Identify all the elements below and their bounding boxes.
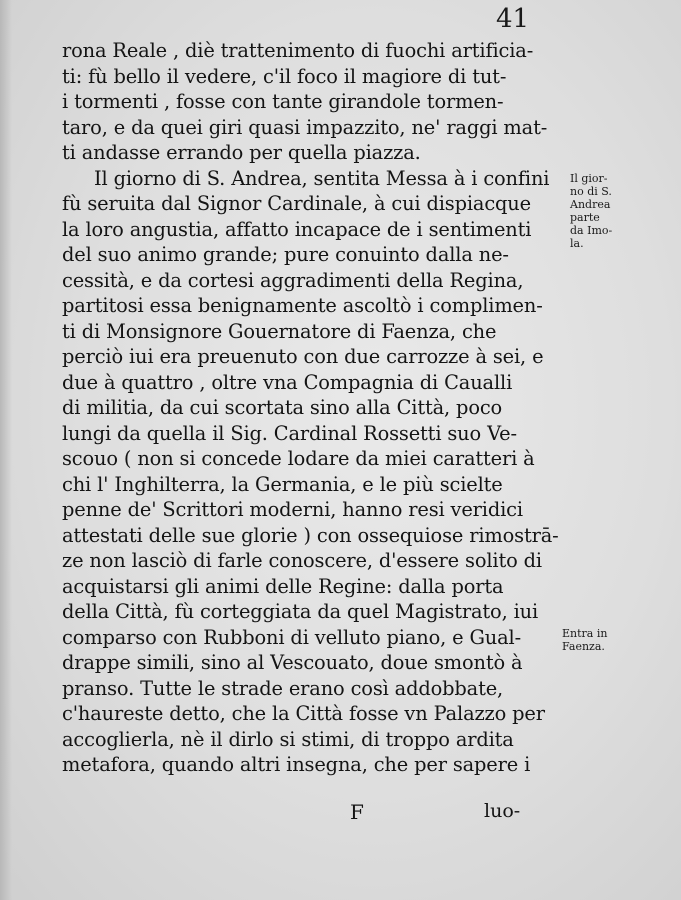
text-line: perciò iui era preuenuto con due carrozze à sei, e [62, 345, 544, 368]
text-line: comparso con Rubboni di velluto piano, e Gual- [62, 625, 522, 649]
margin-note-line: Il gior- [570, 172, 608, 185]
margin-note-line: Faenza. [562, 640, 605, 653]
catchword: luo- [484, 800, 521, 822]
text-line: lungi da quella il Sig. Cardinal Rossetti suo Ve- [62, 421, 517, 445]
text-line: partitosi essa benignamente ascoltò i complimen- [62, 294, 543, 317]
body-text [62, 38, 562, 778]
text-line: ti: fù bello il vedere, c'il foco il magiore di tut- [62, 64, 507, 88]
margin-note-line: no di S. [570, 185, 612, 198]
text-line: drappe simili, sino al Vescouato, doue smontò à [62, 651, 523, 674]
signature-mark: F [350, 800, 364, 824]
text-line: pranso. Tutte le strade erano così addobbate, [62, 676, 504, 700]
page-footer [0, 800, 681, 830]
text-line: c'haureste detto, che la Città fosse vn Palazzo per [62, 702, 545, 725]
text-line: di militia, da cui scortata sino alla Città, poco [62, 396, 503, 419]
text-line: fù seruita dal Signor Cardinale, à cui dispiacque [62, 192, 531, 215]
margin-note-giorno-andrea [570, 172, 650, 250]
text-line: della Città, fù corteggiata da quel Magistrato, iui [62, 600, 539, 623]
text-line: metafora, quando altri insegna, che per sapere i [62, 753, 531, 776]
text-line: accoglierla, nè il dirlo si stimi, di troppo ardita [62, 727, 514, 751]
text-line: acquistarsi gli animi delle Regine: dalla porta [62, 574, 504, 598]
text-line: la loro angustia, affatto incapace de i sentimenti [62, 217, 532, 241]
text-line: scouo ( non si concede lodare da miei caratteri à [62, 447, 535, 470]
page-number: 41 [496, 4, 530, 34]
margin-note-entra-faenza [562, 627, 642, 653]
text-line: penne de' Scrittori moderni, hanno resi veridici [62, 498, 523, 521]
text-line: i tormenti , fosse con tante girandole tormen- [62, 90, 504, 113]
text-line: ti andasse errando per quella piazza. [62, 141, 421, 164]
text-line: rona Reale , diè trattenimento di fuochi artificia- [62, 39, 534, 62]
margin-note-line: da Imo- [570, 224, 613, 237]
text-line: ti di Monsignore Gouernatore di Faenza, che [62, 319, 497, 343]
text-line: cessità, e da cortesi aggradimenti della Regina, [62, 268, 524, 292]
margin-note-line: parte [570, 211, 600, 224]
margin-note-line: Andrea [570, 198, 611, 211]
text-line: attestati delle sue glorie ) con ossequiose rimostrā- [62, 523, 559, 547]
text-line: del suo animo grande; pure conuinto dalla ne- [62, 243, 509, 266]
text-line: ze non lasciò di farle conoscere, d'essere solito di [62, 549, 542, 572]
text-line: chi l' Inghilterra, la Germania, e le più scielte [62, 472, 503, 496]
margin-note-line: Entra in [562, 627, 608, 640]
text-line: taro, e da quei giri quasi impazzito, ne' raggi mat- [62, 115, 548, 139]
text-line: due à quattro , oltre vna Compagnia di Caualli [62, 370, 513, 394]
page-edge-shadow [0, 0, 12, 900]
margin-note-line: la. [570, 237, 584, 250]
text-line: Il giorno di S. Andrea, sentita Messa à i confini [94, 166, 550, 190]
